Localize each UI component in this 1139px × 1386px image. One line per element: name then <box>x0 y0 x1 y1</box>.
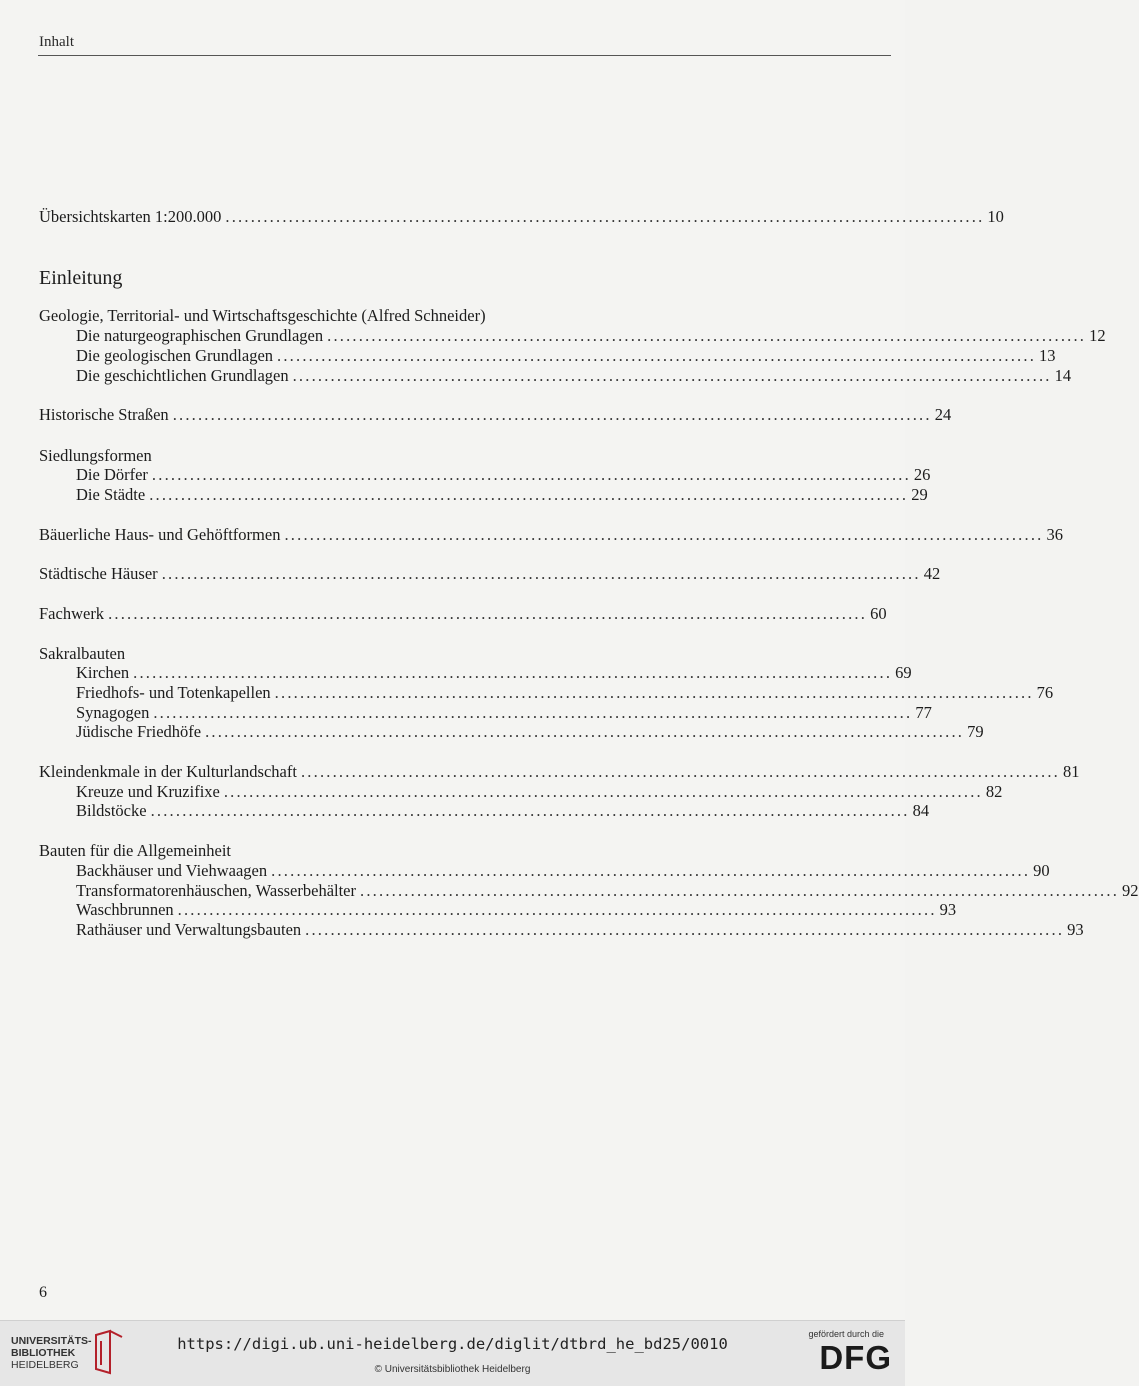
toc-entry <box>76 663 912 683</box>
toc-entry <box>76 801 930 821</box>
toc-entry <box>76 881 1139 901</box>
dot-leader: ........................................................................................................................ <box>225 207 985 226</box>
dot-leader: ........................................................................................................................ <box>133 663 893 682</box>
toc-entry <box>76 366 1072 386</box>
toc-title: Historische Straßen <box>39 405 169 424</box>
toc-entry <box>76 346 1056 366</box>
toc-heading-geology: Geologie, Territorial- und Wirtschaftsgeschichte (Alfred Schneider) <box>39 306 486 325</box>
dot-leader: ........................................................................................................................ <box>177 900 937 919</box>
viewer-footer <box>0 1320 905 1386</box>
toc-page: 69 <box>895 663 912 682</box>
dot-leader: ........................................................................................................................ <box>271 861 1031 880</box>
toc-entry-overview-maps <box>39 207 1004 227</box>
dot-leader: ........................................................................................................................ <box>327 326 1087 345</box>
toc-title: Die geologischen Grundlagen <box>76 346 274 365</box>
toc-page: 60 <box>870 604 887 623</box>
toc-title: Kreuze und Kruzifixe <box>76 782 220 801</box>
dot-leader: ........................................................................................................................ <box>172 405 932 424</box>
toc-title: Bäuerliche Haus- und Gehöftformen <box>39 525 281 544</box>
toc-page: 82 <box>985 782 1003 801</box>
toc-page: 84 <box>912 801 930 820</box>
toc-page: 12 <box>1089 326 1106 345</box>
toc-entry <box>76 782 1003 802</box>
library-name-line1: UNIVERSITÄTS- <box>11 1335 92 1347</box>
toc-title: Transformatorenhäuschen, Wasserbehälter <box>76 881 357 900</box>
toc-title: Die Dörfer <box>76 465 148 484</box>
toc-page: 93 <box>1067 920 1084 939</box>
header-rule <box>38 55 891 56</box>
dot-leader: ........................................................................................................................ <box>205 722 965 741</box>
dot-leader: ........................................................................................................................ <box>149 485 909 504</box>
dot-leader: ........................................................................................................................ <box>277 346 1037 365</box>
dfg-logo[interactable]: DFG <box>819 1339 892 1376</box>
toc-entry <box>76 683 1054 703</box>
toc-heading-public: Bauten für die Allgemeinheit <box>39 841 231 860</box>
toc-title: Rathäuser und Verwaltungsbauten <box>76 920 302 939</box>
toc-title: Kleindenkmale in der Kulturlandschaft <box>39 762 297 781</box>
toc-title: Bildstöcke <box>76 801 147 820</box>
page-number: 6 <box>39 1284 47 1301</box>
library-name-line3: HEIDELBERG <box>11 1359 79 1371</box>
dfg-caption: gefördert durch die <box>808 1329 884 1339</box>
toc-page: 81 <box>1062 762 1080 781</box>
toc-entry-roads <box>39 405 952 425</box>
toc-title: Friedhofs- und Totenkapellen <box>76 683 271 702</box>
toc-heading-sacral: Sakralbauten <box>39 644 126 663</box>
dot-leader: ........................................................................................................................ <box>292 366 1052 385</box>
copyright-notice: © Universitätsbibliothek Heidelberg <box>374 1364 531 1375</box>
dot-leader: ........................................................................................................................ <box>223 782 983 801</box>
toc-page: 93 <box>939 900 957 919</box>
dot-leader: ........................................................................................................................ <box>150 801 910 820</box>
toc-title: Waschbrunnen <box>76 900 174 919</box>
toc-entry-town-houses <box>39 564 941 584</box>
toc-page: 92 <box>1122 881 1139 900</box>
toc-entry-framework <box>39 604 887 624</box>
dot-leader: ........................................................................................................................ <box>161 564 921 583</box>
toc-entry-small-monuments <box>39 762 1080 782</box>
dot-leader: ........................................................................................................................ <box>360 881 1120 900</box>
toc-page: 90 <box>1033 861 1050 880</box>
toc-entry <box>76 326 1106 346</box>
toc-page: 79 <box>967 722 984 741</box>
toc-page: 42 <box>923 564 941 583</box>
toc-title: Kirchen <box>76 663 130 682</box>
toc-page: 14 <box>1054 366 1072 385</box>
running-head: Inhalt <box>39 34 74 50</box>
toc-entry <box>76 900 957 920</box>
toc-title: Fachwerk <box>39 604 105 623</box>
dot-leader: ........................................................................................................................ <box>274 683 1034 702</box>
toc-page: 77 <box>915 703 932 722</box>
permalink-url[interactable]: https://digi.ub.uni-heidelberg.de/diglit/dtbrd_he_bd25/0010 <box>177 1335 728 1353</box>
dot-leader: ........................................................................................................................ <box>151 465 911 484</box>
toc-entry <box>76 485 928 505</box>
toc-page: 10 <box>987 207 1004 226</box>
dot-leader: ........................................................................................................................ <box>305 920 1065 939</box>
toc-entry-farm <box>39 525 1063 545</box>
toc-title: Synagogen <box>76 703 150 722</box>
toc-entry <box>76 703 932 723</box>
dot-leader: ........................................................................................................................ <box>284 525 1044 544</box>
toc-page: 29 <box>911 485 928 504</box>
dot-leader: ........................................................................................................................ <box>300 762 1060 781</box>
toc-entry <box>76 861 1050 881</box>
toc-title: Die geschichtlichen Grundlagen <box>76 366 289 385</box>
section-title-einleitung: Einleitung <box>39 267 123 289</box>
toc-page: 13 <box>1039 346 1056 365</box>
toc-entry <box>76 722 984 742</box>
toc-page: 26 <box>913 465 931 484</box>
toc-title: Backhäuser und Viehwaagen <box>76 861 268 880</box>
toc-title: Die naturgeographischen Grundlagen <box>76 326 324 345</box>
toc-page: 24 <box>934 405 952 424</box>
dot-leader: ........................................................................................................................ <box>153 703 913 722</box>
toc-title: Jüdische Friedhöfe <box>76 722 202 741</box>
toc-title: Die Städte <box>76 485 146 504</box>
dot-leader: ........................................................................................................................ <box>108 604 868 623</box>
library-name-line2: BIBLIOTHEK <box>11 1347 76 1359</box>
toc-entry <box>76 465 931 485</box>
toc-page: 36 <box>1046 525 1063 544</box>
toc-title: Übersichtskarten 1:200.000 <box>39 207 222 226</box>
toc-title: Städtische Häuser <box>39 564 158 583</box>
toc-heading-settlement: Siedlungsformen <box>39 446 152 465</box>
toc-page: 76 <box>1036 683 1054 702</box>
toc-entry <box>76 920 1084 940</box>
